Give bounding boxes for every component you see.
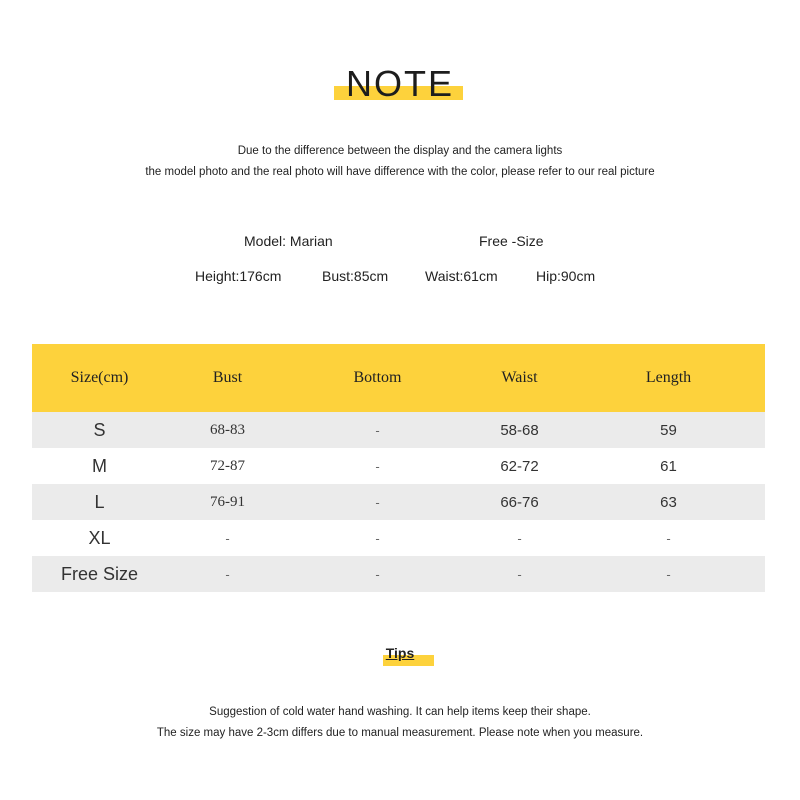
table-row bbox=[32, 412, 765, 448]
length-cell: 63 bbox=[660, 493, 677, 511]
length-cell: 59 bbox=[660, 421, 677, 439]
bust-cell: 68-83 bbox=[210, 421, 245, 438]
size-chart-table bbox=[32, 344, 765, 592]
table-row bbox=[32, 448, 765, 484]
bottom-cell: - bbox=[375, 530, 380, 546]
model-name: Model: Marian bbox=[244, 233, 333, 249]
bottom-cell: - bbox=[375, 494, 380, 510]
model-height: Height:176cm bbox=[195, 268, 282, 284]
waist-cell: - bbox=[517, 566, 522, 582]
bottom-cell: - bbox=[375, 458, 380, 474]
tips-title: Tips bbox=[385, 645, 415, 661]
model-size: Free -Size bbox=[479, 233, 544, 249]
size-cell: Free Size bbox=[60, 563, 139, 584]
header-waist: Waist bbox=[501, 369, 538, 386]
bust-cell: 72-87 bbox=[210, 457, 245, 474]
length-cell: - bbox=[666, 566, 671, 582]
header-length: Length bbox=[645, 369, 692, 386]
bust-cell: - bbox=[225, 566, 230, 582]
tip-line-1: Suggestion of cold water hand washing. It can help items keep their shape. bbox=[209, 706, 591, 718]
header-size: Size(cm) bbox=[70, 369, 129, 386]
waist-cell: - bbox=[517, 530, 522, 546]
model-hip: Hip:90cm bbox=[536, 268, 596, 284]
waist-cell: 66-76 bbox=[500, 493, 539, 511]
length-cell: 61 bbox=[660, 457, 677, 475]
table-row bbox=[32, 484, 765, 520]
bust-cell: - bbox=[225, 530, 230, 546]
bottom-cell: - bbox=[375, 422, 380, 438]
table-row bbox=[32, 556, 765, 592]
length-cell: - bbox=[666, 530, 671, 546]
header-bust: Bust bbox=[212, 369, 243, 386]
size-cell: XL bbox=[88, 527, 111, 548]
waist-cell: 62-72 bbox=[500, 457, 539, 475]
table-header-row bbox=[32, 344, 765, 412]
bottom-cell: - bbox=[375, 566, 380, 582]
waist-cell: 58-68 bbox=[500, 421, 539, 439]
model-waist: Waist:61cm bbox=[425, 268, 498, 284]
disclaimer-line-2: the model photo and the real photo will have difference with the color, please refer to our real picture bbox=[145, 166, 655, 178]
header-bottom: Bottom bbox=[353, 369, 402, 386]
size-cell: M bbox=[92, 455, 107, 476]
table-row bbox=[32, 520, 765, 556]
size-cell: S bbox=[93, 419, 106, 440]
note-title: NOTE bbox=[345, 63, 454, 104]
bust-cell: 76-91 bbox=[210, 493, 245, 510]
model-bust: Bust:85cm bbox=[322, 268, 389, 284]
tip-line-2: The size may have 2-3cm differs due to manual measurement. Please note when you measure. bbox=[156, 727, 644, 739]
size-cell: L bbox=[94, 491, 105, 512]
note-heading bbox=[0, 62, 800, 106]
disclaimer-line-1: Due to the difference between the display and the camera lights bbox=[237, 145, 563, 157]
